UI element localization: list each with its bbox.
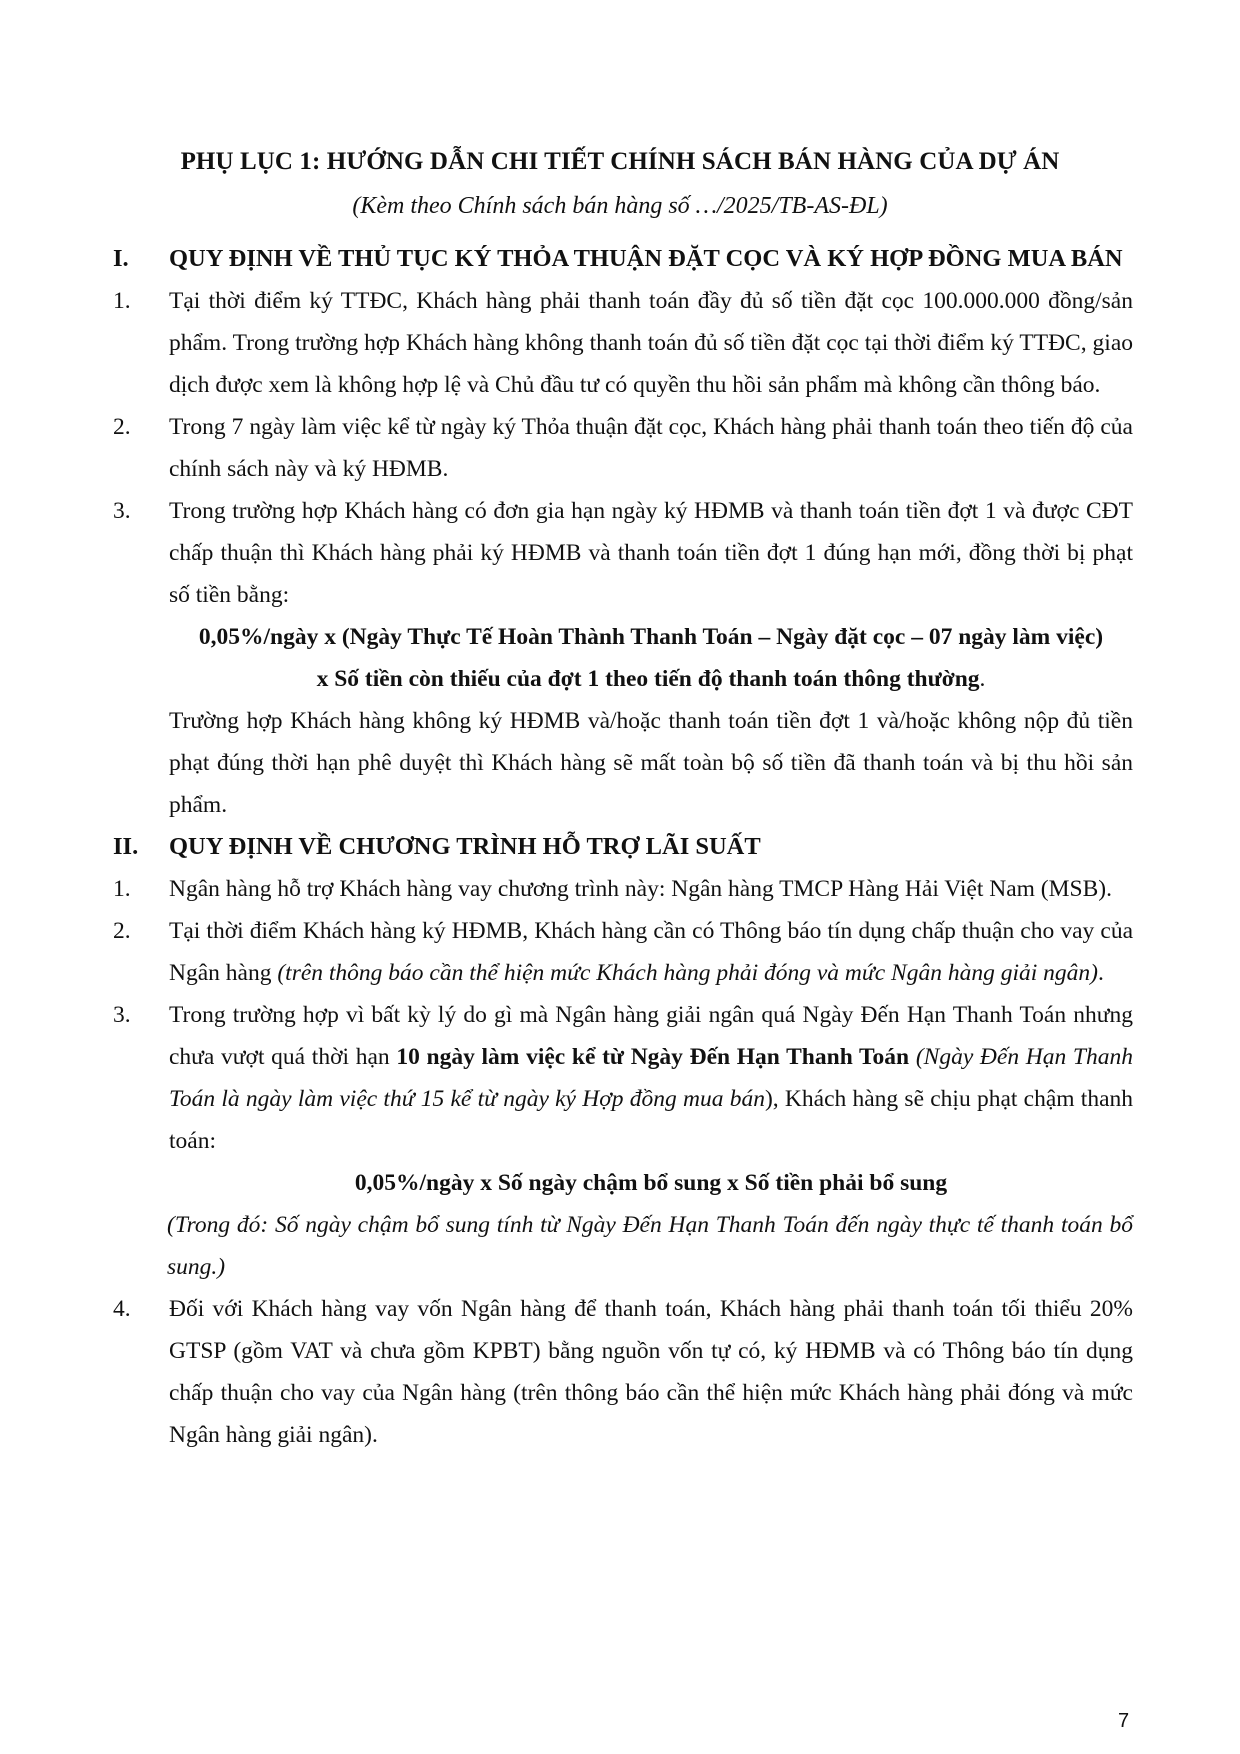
formula-line-2-text: x Số tiền còn thiếu của đợt 1 theo tiến độ thanh toán thông thường <box>316 666 980 692</box>
item-number: 4. <box>113 1296 131 1322</box>
item-text: Trong trường hợp Khách hàng có đơn gia hạn ngày ký HĐMB và thanh toán tiền đợt 1 và được CĐT chấp thuận thì Khách hàng phải ký HĐMB và thanh toán tiền đợt 1 đúng hạn mới, đồng thời bị phạt số tiền bằng: <box>169 498 1133 608</box>
list-item <box>113 868 1133 910</box>
section-heading-1 <box>113 238 1133 280</box>
formula-line-1: 0,05%/ngày x (Ngày Thực Tế Hoàn Thành Thanh Toán – Ngày đặt cọc – 07 ngày làm việc) <box>198 624 1104 650</box>
page-title: PHỤ LỤC 1: HƯỚNG DẪN CHI TIẾT CHÍNH SÁCH BÁN HÀNG CỦA DỰ ÁN <box>180 148 1060 175</box>
document-body <box>113 238 1133 1456</box>
formula-line-2 <box>169 658 1133 700</box>
item-note: Trường hợp Khách hàng không ký HĐMB và/hoặc thanh toán tiền đợt 1 và/hoặc không nộp đủ tiền phạt đúng thời hạn phê duyệt thì Khách hàng sẽ mất toàn bộ số tiền đã thanh toán và bị thu hồi sản phẩm. <box>169 708 1133 818</box>
section-title: QUY ĐỊNH VỀ CHƯƠNG TRÌNH HỖ TRỢ LÃI SUẤT <box>169 833 761 860</box>
section-title: QUY ĐỊNH VỀ THỦ TỤC KÝ THỎA THUẬN ĐẶT CỌC VÀ KÝ HỢP ĐỒNG MUA BÁN <box>169 245 1123 272</box>
item-text-a: Trong trường hợp vì bất kỳ lý do gì mà Ngân hàng giải ngân quá Ngày Đến Hạn Thanh Toán nhưng chưa vượt quá thời hạn <box>169 1002 1133 1070</box>
item-number: 3. <box>113 1002 131 1028</box>
formula-note: (Trong đó: Số ngày chậm bổ sung tính từ Ngày Đến Hạn Thanh Toán đến ngày thực tế thanh toán bổ sung.) <box>167 1212 1133 1280</box>
item-number: 2. <box>113 918 131 944</box>
item-text-italic: (trên thông báo cần thể hiện mức Khách hàng phải đóng và mức Ngân hàng giải ngân) <box>277 960 1098 986</box>
section-number: I. <box>113 245 129 272</box>
section-heading-2 <box>113 826 1133 868</box>
item-text <box>169 994 1133 1162</box>
list-item <box>113 490 1133 616</box>
item-text-main: Tại thời điểm Khách hàng ký HĐMB, Khách hàng cần có Thông báo tín dụng chấp thuận cho vay của Ngân hàng <box>169 918 1133 986</box>
item-text-italic: (Ngày Đến Hạn Thanh Toán là ngày làm việc thứ 15 kể từ ngày ký Hợp đồng mua bán <box>169 1044 1134 1112</box>
penalty-formula <box>113 616 1133 700</box>
item-number: 1. <box>113 288 131 314</box>
list-item <box>113 280 1133 406</box>
list-item <box>113 406 1133 490</box>
page-number: 7 <box>1118 1710 1130 1732</box>
item-text <box>169 910 1133 994</box>
item-text-end: . <box>1097 960 1104 986</box>
list-item <box>113 1288 1133 1456</box>
item-number: 3. <box>113 498 131 524</box>
page-subtitle: (Kèm theo Chính sách bán hàng số …/2025/TB-AS-ĐL) <box>352 193 888 219</box>
item-text: Đối với Khách hàng vay vốn Ngân hàng để thanh toán, Khách hàng phải thanh toán tối thiểu 20% GTSP (gồm VAT và chưa gồm KPBT) bằng nguồn vốn tự có, ký HĐMB và có Thông báo tín dụng chấp thuận cho vay của Ngân hàng (trên thông báo cần thể hiện mức Khách hàng phải đóng và mức Ngân hàng giải ngân). <box>169 1296 1133 1448</box>
item-text-bold: 10 ngày làm việc kể từ Ngày Đến Hạn Thanh Toán <box>396 1044 910 1070</box>
item-text: Trong 7 ngày làm việc kể từ ngày ký Thỏa thuận đặt cọc, Khách hàng phải thanh toán theo tiến độ của chính sách này và ký HĐMB. <box>169 414 1133 482</box>
formula-period: . <box>979 666 986 692</box>
list-item <box>113 910 1133 994</box>
item-text: Tại thời điểm ký TTĐC, Khách hàng phải thanh toán đầy đủ số tiền đặt cọc 100.000.000 đồng/sản phẩm. Trong trường hợp Khách hàng không thanh toán đủ số tiền đặt cọc tại thời điểm ký TTĐC, giao dịch được xem là không hợp lệ và Chủ đầu tư có quyền thu hồi sản phẩm mà không cần thông báo. <box>169 288 1133 398</box>
late-payment-formula: 0,05%/ngày x Số ngày chậm bổ sung x Số tiền phải bổ sung <box>354 1170 948 1196</box>
list-item <box>113 994 1133 1162</box>
section-number: II. <box>113 833 139 860</box>
item-text-b: ), Khách hàng sẽ chịu phạt chậm thanh toán: <box>169 1086 1133 1154</box>
item-number: 2. <box>113 414 131 440</box>
item-text: Ngân hàng hỗ trợ Khách hàng vay chương trình này: Ngân hàng TMCP Hàng Hải Việt Nam (MSB). <box>169 876 1112 902</box>
item-number: 1. <box>113 876 131 902</box>
